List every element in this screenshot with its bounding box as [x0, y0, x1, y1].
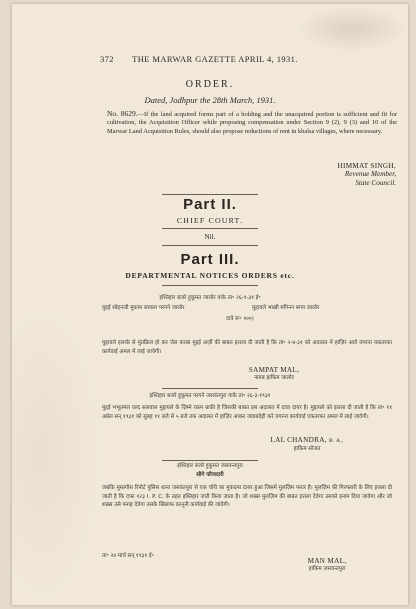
notice2-body: मुद्दई भभूतमल वल्द सलवाल मुद्दायले के ज़िम्मे रकम बाकी है जिसकी बाबत इस अदालत में दावा दायर है। मुद्दायले को इत्तला दी जाती है कि ता॰ ११ अप्रेल सन् १९३१ को सुबह ११ बजे से ५ बजे तक अदालत में हाज़िर आकर जवाबदेही करे वगरना कार्यवाई एकतरफा अमल में लाई जावेगी। [102, 405, 392, 420]
notice2-signatory-title: हाकिम सोजत [293, 446, 321, 453]
divider [162, 245, 258, 246]
notice3-signature [272, 557, 382, 574]
gazette-page [12, 4, 408, 605]
part2-subheading: CHIEF COURT. [176, 216, 244, 225]
order-title: ORDER. [185, 79, 235, 90]
notice3-date: ता॰ २४ मार्च सन् १९३१ ई॰ [102, 553, 154, 559]
order-date: Dated, Jodhpur the 28th March, 1931. [144, 95, 276, 105]
notice1-signatory-title: नायब हाकिम जालोर [254, 375, 294, 382]
notice2-signature [242, 436, 372, 454]
notice1-plaintiff: मुद्दई सोहनजी मुकाम सायला परगने जालोर [102, 305, 185, 311]
order-signature [212, 162, 396, 187]
part3-subheading: DEPARTMENTAL NOTICES ORDERS etc. [125, 271, 295, 280]
divider [162, 285, 258, 286]
order-number: No. 8629. [107, 109, 138, 118]
part2-content: Nil. [204, 233, 216, 241]
notice2-signatory-degree: B. A., [328, 438, 344, 444]
signatory-title: Revenue Member, [344, 170, 396, 179]
notice1-defendant: मुद्दायले भाखी मगिनन बगय जालोर [252, 305, 320, 311]
gazette-title: THE MARWAR GAZETTE APRIL 4, 1931. [132, 54, 298, 64]
notice1-signatory-name: SAMPAT MAL, [248, 366, 300, 374]
part3-heading: Part III. [180, 251, 240, 268]
order-body [107, 110, 397, 136]
signatory-office: State Council. [355, 178, 396, 187]
divider [162, 388, 258, 389]
order-text: —If the land acquired forms part of a holding and the unacquired portion is sufficient and fit for cultivation, the Acquisition Officer while proposing compensation under Section 9 (2), 9 (3) and 10 of the Marwar Land Acquisition Rules, should also propose reductions of rent in khalsa villages, where necessary. [107, 111, 398, 135]
notice3-title: इश्तिहार बजरे हुकूमत जसवन्तपुरा [177, 463, 243, 469]
notice1-body: मुद्दायले इलाके से मुंतक़िल हो कर जेल करबा मुद्दई अर्ज़ी की बाबत इत्तला दी जाती है कि ता॰ २-४-३१ को अदालत में हाज़िर आवे वगरना यकतरफा कार्यवाई अमल में लाई जावेगी। [102, 340, 392, 355]
signatory-name: HIMMAT SINGH, [337, 162, 396, 170]
divider [162, 228, 258, 229]
part2-heading: Part II. [183, 196, 237, 213]
notice3-subtitle: सीगे फौजदारी [196, 472, 224, 478]
notice1-case: दावे रू॰ १००) [226, 316, 254, 322]
page-number: 372 [100, 54, 114, 64]
notice3-signatory-title: हाकिम जसवन्तपुरा [308, 566, 346, 573]
paper-shade [12, 304, 102, 604]
notice3-signatory-name: MAN MAL, [307, 557, 347, 565]
page-header [12, 54, 408, 64]
notice1-signature [212, 366, 336, 383]
divider [162, 460, 258, 461]
notice1-title: इश्तिहार बजरे हुकूमत जालोर वाके ता॰ २६-१-३१ ई॰ [159, 295, 261, 301]
notice2-signatory-name-text: LAL CHANDRA, [270, 436, 327, 444]
notice2-signatory-name [242, 436, 372, 445]
paper-stain [297, 6, 407, 52]
notice2-title: इश्तिहार बजरे हुकूमत परगने जसवंतपुरा वाके ता॰ २६-३-१९३१ [149, 393, 271, 399]
notice3-body: जबकि मुस्तगीस रिपोर्ट पुलिस थाना जसवंतपुरा से एक चोरी का मुकदमा दायर हुआ जिसमें मुलज़िम फरार है। मुलज़िम की गिरफ्तारी के लिए इत्तला दी जाती है कि दफा १२३ I. P. C. के तहत इश्तिहार जारी किया जाता है। जो शख्स मुलज़िम की बाबत इत्तला देवेगा उसको इनाम दिया जावेगा और जो शख्स उसे पनाह देवेगा उसके खिलाफ कानूनी कार्यवाई की जावेगी। [102, 485, 392, 509]
divider [162, 194, 258, 195]
